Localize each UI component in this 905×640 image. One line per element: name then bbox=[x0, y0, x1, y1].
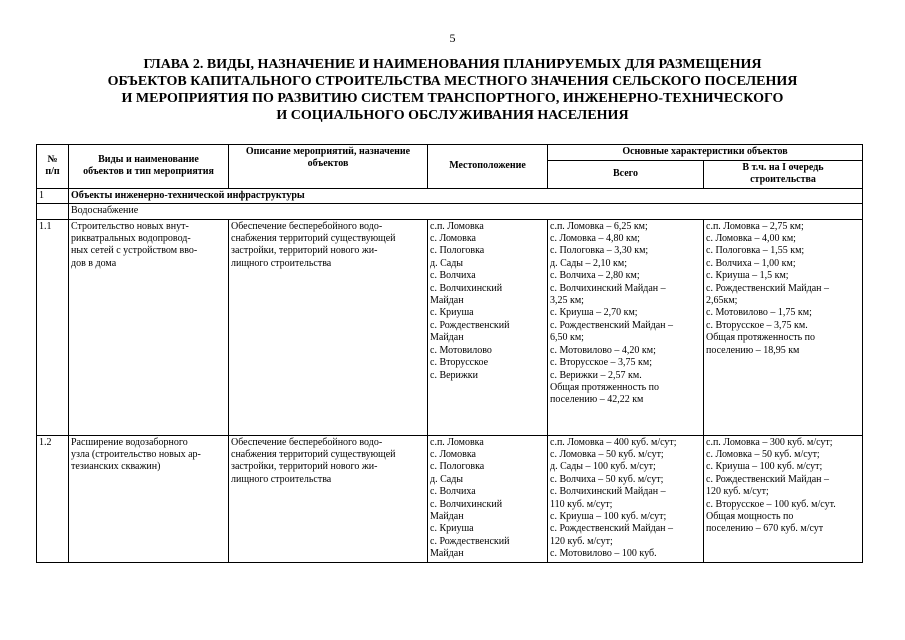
table-row bbox=[37, 435, 863, 562]
cell-line: с. Криуша – 100 куб. м/сут; bbox=[550, 511, 667, 523]
cell-line: с. Пологовка bbox=[430, 245, 485, 257]
cell-line: с. Криуша – 1,5 км; bbox=[706, 270, 789, 282]
row-first-stage bbox=[704, 435, 863, 562]
cell-line: Майдан bbox=[430, 332, 464, 344]
cell-line: с. Вторусское – 3,75 км; bbox=[550, 357, 652, 369]
cell-line: Обеспечение бесперебойного водо- bbox=[231, 220, 383, 232]
row-first-stage bbox=[704, 219, 863, 435]
section-title: Объекты инженерно-технической инфраструктуры bbox=[69, 188, 863, 203]
header-description bbox=[229, 145, 428, 189]
cell-line: с. Пологовка bbox=[430, 461, 485, 473]
cell-line: с. Рождественский Майдан – bbox=[706, 282, 830, 294]
cell-line: с. Ломовка – 50 куб. м/сут; bbox=[550, 449, 664, 461]
cell-line: д. Сады – 2,10 км; bbox=[550, 257, 627, 269]
cell-line: с. Пологовка – 1,55 км; bbox=[706, 245, 805, 257]
cell-line: поселению – 42,22 км bbox=[550, 394, 644, 406]
subsection-num-cell bbox=[37, 204, 69, 219]
header-object-type bbox=[69, 145, 229, 189]
cell-line: Майдан bbox=[430, 295, 464, 307]
cell-line: с. Криуша – 100 куб. м/сут; bbox=[706, 461, 823, 473]
page-number: 5 bbox=[449, 31, 456, 45]
cell-line: 3,25 км; bbox=[550, 295, 584, 307]
subsection-title: Водоснабжение bbox=[69, 204, 863, 219]
row-total bbox=[548, 219, 704, 435]
section-row bbox=[37, 188, 863, 203]
cell-line: с. Ломовка bbox=[430, 233, 476, 245]
cell-line: с. Ломовка – 4,80 км; bbox=[550, 233, 640, 245]
cell-line: Майдан bbox=[430, 548, 464, 560]
section-num: 1 bbox=[37, 188, 69, 203]
cell-line: с. Криуша bbox=[430, 523, 474, 535]
cell-line: с. Волчиха bbox=[430, 270, 476, 282]
cell-line: с. Волчиха – 1,00 км; bbox=[706, 257, 796, 269]
header-type-line: объектов и тип мероприятия bbox=[83, 166, 214, 178]
cell-line: узла (строительство новых ар- bbox=[71, 449, 201, 461]
cell-line: с. Волчиха – 2,80 км; bbox=[550, 270, 640, 282]
cell-line: с. Волчихинский Майдан – bbox=[550, 282, 666, 294]
cell-line: ных сетей с устройством вво- bbox=[71, 245, 198, 257]
row-object-type bbox=[69, 435, 229, 562]
row-total bbox=[548, 435, 704, 562]
row-description bbox=[229, 219, 428, 435]
header-first-stage-line: В т.ч. на I очередь bbox=[742, 162, 824, 173]
cell-line: с. Мотовилово – 4,20 км; bbox=[550, 344, 656, 356]
cell-line: Майдан bbox=[430, 511, 464, 523]
cell-line: снабжения территорий существующей bbox=[231, 449, 396, 461]
cell-line: с.п. Ломовка – 300 куб. м/сут; bbox=[706, 436, 833, 448]
cell-line: с. Рождественский bbox=[430, 319, 510, 331]
header-type-line: Виды и наименование bbox=[98, 154, 199, 165]
cell-line: д. Сады – 100 куб. м/сут; bbox=[550, 461, 656, 473]
cell-line: снабжения территорий существующей bbox=[231, 233, 396, 245]
row-location bbox=[428, 435, 548, 562]
cell-line: застройки, территорий нового жи- bbox=[231, 461, 378, 473]
cell-line: с.п. Ломовка bbox=[430, 220, 484, 232]
chapter-title bbox=[40, 56, 865, 124]
row-num: 1.2 bbox=[37, 435, 69, 562]
cell-line: Строительство новых внут- bbox=[71, 220, 189, 232]
cell-line: лищного строительства bbox=[231, 257, 332, 269]
subsection-row bbox=[37, 204, 863, 219]
cell-line: с.п. Ломовка – 400 куб. м/сут; bbox=[550, 436, 677, 448]
header-num-line: п/п bbox=[45, 166, 60, 178]
cell-line: Общая мощность по bbox=[706, 511, 794, 523]
cell-line: с. Волчихинский Майдан – bbox=[550, 486, 666, 498]
cell-line: тезианских скважин) bbox=[71, 461, 161, 473]
cell-line: с. Вторусское – 100 куб. м/сут. bbox=[706, 498, 836, 510]
cell-line: поселению – 18,95 км bbox=[706, 344, 800, 356]
cell-line: с. Ломовка – 4,00 км; bbox=[706, 233, 796, 245]
cell-line: с. Вторусское bbox=[430, 357, 489, 369]
cell-line: 2,65км; bbox=[706, 295, 738, 307]
cell-line: с. Рождественский bbox=[430, 535, 510, 547]
cell-line: д. Сады bbox=[430, 473, 464, 485]
cell-line: с. Волчихинский bbox=[430, 282, 503, 294]
cell-line: с. Криуша bbox=[430, 307, 474, 319]
cell-line: Обеспечение бесперебойного водо- bbox=[231, 436, 383, 448]
cell-line: рикватральных водопровод- bbox=[71, 233, 191, 245]
header-num bbox=[37, 145, 69, 189]
cell-line: с. Ломовка bbox=[430, 449, 476, 461]
header-description-line: Описание мероприятий, назначение bbox=[245, 146, 411, 157]
cell-line: с.п. Ломовка – 2,75 км; bbox=[706, 220, 804, 232]
chapter-title-line: И МЕРОПРИЯТИЯ ПО РАЗВИТИЮ СИСТЕМ ТРАНСПОРТНОГО, ИНЖЕНЕРНО-ТЕХНИЧЕСКОГО bbox=[121, 91, 784, 106]
cell-line: с. Мотовилово – 1,75 км; bbox=[706, 307, 812, 319]
header-characteristics: Основные характеристики объектов bbox=[548, 145, 863, 161]
cell-line: с. Рождественский Майдан – bbox=[550, 523, 674, 535]
cell-line: с.п. Ломовка – 6,25 км; bbox=[550, 220, 648, 232]
cell-line: 110 куб. м/сут; bbox=[550, 498, 613, 510]
header-num-line: № bbox=[47, 154, 58, 165]
row-description bbox=[229, 435, 428, 562]
cell-line: дов в дома bbox=[71, 257, 117, 269]
cell-line: с. Криуша – 2,70 км; bbox=[550, 307, 638, 319]
cell-line: с. Верижки bbox=[430, 369, 479, 381]
cell-line: 120 куб. м/сут; bbox=[706, 486, 769, 498]
cell-line: с. Ломовка – 50 куб. м/сут; bbox=[706, 449, 820, 461]
cell-line: с. Рождественский Майдан – bbox=[550, 319, 674, 331]
cell-line: застройки, территорий нового жи- bbox=[231, 245, 378, 257]
chapter-title-line: И СОЦИАЛЬНОГО ОБСЛУЖИВАНИЯ НАСЕЛЕНИЯ bbox=[276, 108, 629, 123]
cell-line: с.п. Ломовка bbox=[430, 436, 484, 448]
cell-line: д. Сады bbox=[430, 257, 464, 269]
chapter-title-line: ОБЪЕКТОВ КАПИТАЛЬНОГО СТРОИТЕЛЬСТВА МЕСТНОГО ЗНАЧЕНИЯ СЕЛЬСКОГО ПОСЕЛЕНИЯ bbox=[107, 74, 798, 89]
cell-line: с. Волчиха – 50 куб. м/сут; bbox=[550, 473, 664, 485]
cell-line: с. Мотовилово – 100 куб. bbox=[550, 548, 657, 560]
cell-line: Общая протяженность по bbox=[550, 381, 659, 393]
header-total: Всего bbox=[548, 161, 704, 189]
cell-line: с. Рождественский Майдан – bbox=[706, 473, 830, 485]
cell-line: 6,50 км; bbox=[550, 332, 584, 344]
cell-line: с. Волчихинский bbox=[430, 498, 503, 510]
header-first-stage-line: строительства bbox=[750, 174, 816, 186]
header-location: Местоположение bbox=[428, 145, 548, 189]
row-location bbox=[428, 219, 548, 435]
table-row bbox=[37, 219, 863, 435]
row-object-type bbox=[69, 219, 229, 435]
cell-line: 120 куб. м/сут; bbox=[550, 535, 613, 547]
row-num: 1.1 bbox=[37, 219, 69, 435]
cell-line: с. Верижки – 2,57 км. bbox=[550, 369, 642, 381]
planned-objects-table bbox=[36, 144, 863, 563]
cell-line: лищного строительства bbox=[231, 473, 332, 485]
cell-line: поселению – 670 куб. м/сут bbox=[706, 523, 824, 535]
cell-line: Общая протяженность по bbox=[706, 332, 815, 344]
cell-line: с. Пологовка – 3,30 км; bbox=[550, 245, 649, 257]
chapter-title-line: ГЛАВА 2. ВИДЫ, НАЗНАЧЕНИЕ И НАИМЕНОВАНИЯ ПЛАНИРУЕМЫХ ДЛЯ РАЗМЕЩЕНИЯ bbox=[143, 57, 762, 72]
header-first-stage bbox=[704, 161, 863, 189]
cell-line: с. Вторусское – 3,75 км. bbox=[706, 319, 808, 331]
cell-line: с. Волчиха bbox=[430, 486, 476, 498]
cell-line: Расширение водозаборного bbox=[71, 436, 188, 448]
cell-line: с. Мотовилово bbox=[430, 344, 492, 356]
header-description-line: объектов bbox=[307, 158, 349, 170]
